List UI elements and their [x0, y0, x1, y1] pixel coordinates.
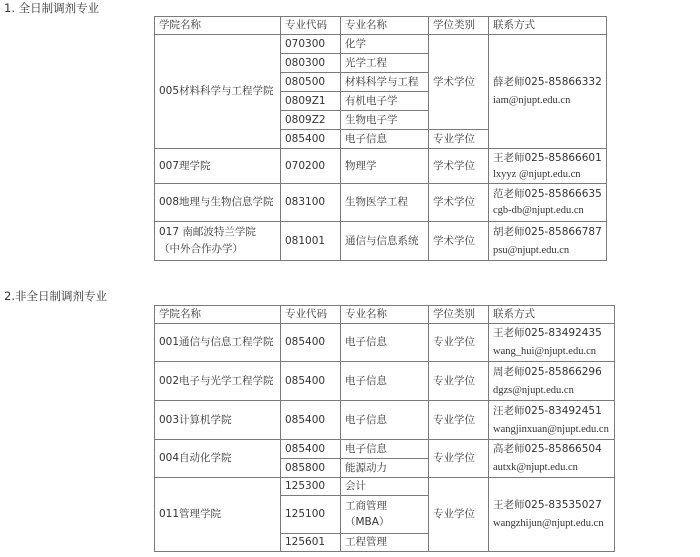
header-contact: 联系方式 — [489, 17, 607, 35]
contact-name: 范老师025-85866635 — [493, 188, 602, 200]
major-cell: 有机电子学 — [341, 92, 429, 111]
code-cell: 070200 — [281, 149, 341, 184]
code-cell: 085400 — [281, 130, 341, 149]
major-cell: 物理学 — [341, 149, 429, 184]
major-cell: 电子信息 — [341, 440, 429, 459]
table-row — [155, 401, 615, 440]
contact-name: 王老师025-85866601 — [493, 151, 602, 164]
contact-cell — [489, 478, 615, 552]
code-cell: 0809Z1 — [281, 92, 341, 111]
table-row — [155, 362, 615, 401]
code-cell: 085400 — [281, 401, 341, 440]
college-cell: 001通信与信息工程学院 — [155, 324, 281, 362]
code-cell: 080500 — [281, 73, 341, 92]
contact-name: 薛老师025-85866332 — [493, 76, 602, 88]
contact-name: 汪老师025-83492451 — [493, 404, 602, 417]
degree-cell: 学术学位 — [429, 222, 489, 261]
major-note: （MBA） — [345, 516, 390, 528]
contact-name: 王老师025-83535027 — [493, 499, 602, 511]
code-cell: 125300 — [281, 478, 341, 496]
major-cell: 生物电子学 — [341, 111, 429, 130]
table-header-row — [155, 17, 607, 35]
college-cell: 002电子与光学工程学院 — [155, 362, 281, 401]
college-cell: 011管理学院 — [155, 478, 281, 552]
header-major: 专业名称 — [341, 306, 429, 324]
college-cell: 005材料科学与工程学院 — [155, 35, 281, 149]
major-cell: 光学工程 — [341, 54, 429, 73]
section-2-heading: 2.非全日制调剂专业 — [4, 289, 107, 303]
header-college: 学院名称 — [155, 306, 281, 324]
major-name: 工商管理 — [345, 500, 387, 512]
fulltime-adjustment-table — [154, 16, 607, 261]
code-cell: 085400 — [281, 324, 341, 362]
degree-cell: 学术学位 — [429, 35, 489, 130]
header-code: 专业代码 — [281, 306, 341, 324]
code-cell: 083100 — [281, 184, 341, 222]
contact-name: 周老师025-85866296 — [493, 365, 602, 378]
contact-email: iam@njupt.edu.cn — [493, 95, 571, 106]
degree-cell: 专业学位 — [429, 324, 489, 362]
table-header-row — [155, 306, 615, 324]
major-cell: 材料科学与工程 — [341, 73, 429, 92]
table-row — [155, 35, 607, 54]
header-contact: 联系方式 — [489, 306, 615, 324]
contact-email: wangjinxuan@njupt.edu.cn — [493, 423, 609, 435]
parttime-adjustment-table — [154, 305, 615, 552]
college-cell: 003计算机学院 — [155, 401, 281, 440]
code-cell: 0809Z2 — [281, 111, 341, 130]
degree-cell: 专业学位 — [429, 440, 489, 478]
major-cell: 会计 — [341, 478, 429, 496]
contact-email: autxk@njupt.edu.cn — [493, 462, 578, 473]
major-cell: 电子信息 — [341, 362, 429, 401]
header-degree: 学位类别 — [429, 17, 489, 35]
contact-email: dgzs@njupt.edu.cn — [493, 384, 574, 396]
major-cell: 工程管理 — [341, 534, 429, 552]
header-code: 专业代码 — [281, 17, 341, 35]
degree-cell: 学术学位 — [429, 184, 489, 222]
contact-cell — [489, 222, 607, 261]
header-college: 学院名称 — [155, 17, 281, 35]
college-cell — [155, 222, 281, 261]
table-row — [155, 149, 607, 184]
header-degree: 学位类别 — [429, 306, 489, 324]
table-row — [155, 324, 615, 362]
degree-cell: 专业学位 — [429, 478, 489, 552]
major-cell: 生物医学工程 — [341, 184, 429, 222]
contact-cell — [489, 184, 607, 222]
contact-cell — [489, 35, 607, 149]
contact-email: wangzhijun@njupt.edu.cn — [493, 518, 604, 529]
degree-cell: 专业学位 — [429, 362, 489, 401]
major-cell: 化学 — [341, 35, 429, 54]
contact-cell — [489, 401, 615, 440]
major-cell: 能源动力 — [341, 459, 429, 478]
section-1-heading: 1. 全日制调剂专业 — [4, 1, 100, 15]
table-row — [155, 222, 607, 261]
contact-email: lxyyz @njupt.edu.cn — [493, 168, 581, 180]
contact-cell — [489, 440, 615, 478]
code-cell: 125100 — [281, 496, 341, 534]
contact-name: 王老师025-83492435 — [493, 327, 602, 339]
contact-email: cgb-db@njupt.edu.cn — [493, 205, 584, 216]
major-cell: 通信与信息系统 — [341, 222, 429, 261]
major-cell: 电子信息 — [341, 324, 429, 362]
table-row — [155, 478, 615, 496]
code-cell: 085400 — [281, 362, 341, 401]
college-note: （中外合作办学） — [159, 243, 243, 255]
degree-cell: 专业学位 — [429, 401, 489, 440]
college-cell: 004自动化学院 — [155, 440, 281, 478]
major-cell — [341, 496, 429, 534]
code-cell: 081001 — [281, 222, 341, 261]
contact-name: 高老师025-85866504 — [493, 443, 602, 455]
table-row — [155, 440, 615, 459]
contact-cell — [489, 362, 615, 401]
code-cell: 085800 — [281, 459, 341, 478]
college-cell: 008地理与生物信息学院 — [155, 184, 281, 222]
code-cell: 070300 — [281, 35, 341, 54]
table-row — [155, 184, 607, 222]
major-cell: 电子信息 — [341, 130, 429, 149]
degree-cell: 专业学位 — [429, 130, 489, 149]
contact-email: wang_hui@njupt.edu.cn — [493, 346, 596, 357]
college-name: 017 南邮波特兰学院 — [159, 226, 256, 238]
code-cell: 085400 — [281, 440, 341, 459]
code-cell: 080300 — [281, 54, 341, 73]
degree-cell: 学术学位 — [429, 149, 489, 184]
contact-cell — [489, 324, 615, 362]
contact-cell — [489, 149, 607, 184]
contact-name: 胡老师025-85866787 — [493, 225, 602, 238]
contact-email: psu@njupt.edu.cn — [493, 244, 570, 256]
college-cell: 007理学院 — [155, 149, 281, 184]
major-cell: 电子信息 — [341, 401, 429, 440]
header-major: 专业名称 — [341, 17, 429, 35]
code-cell: 125601 — [281, 534, 341, 552]
